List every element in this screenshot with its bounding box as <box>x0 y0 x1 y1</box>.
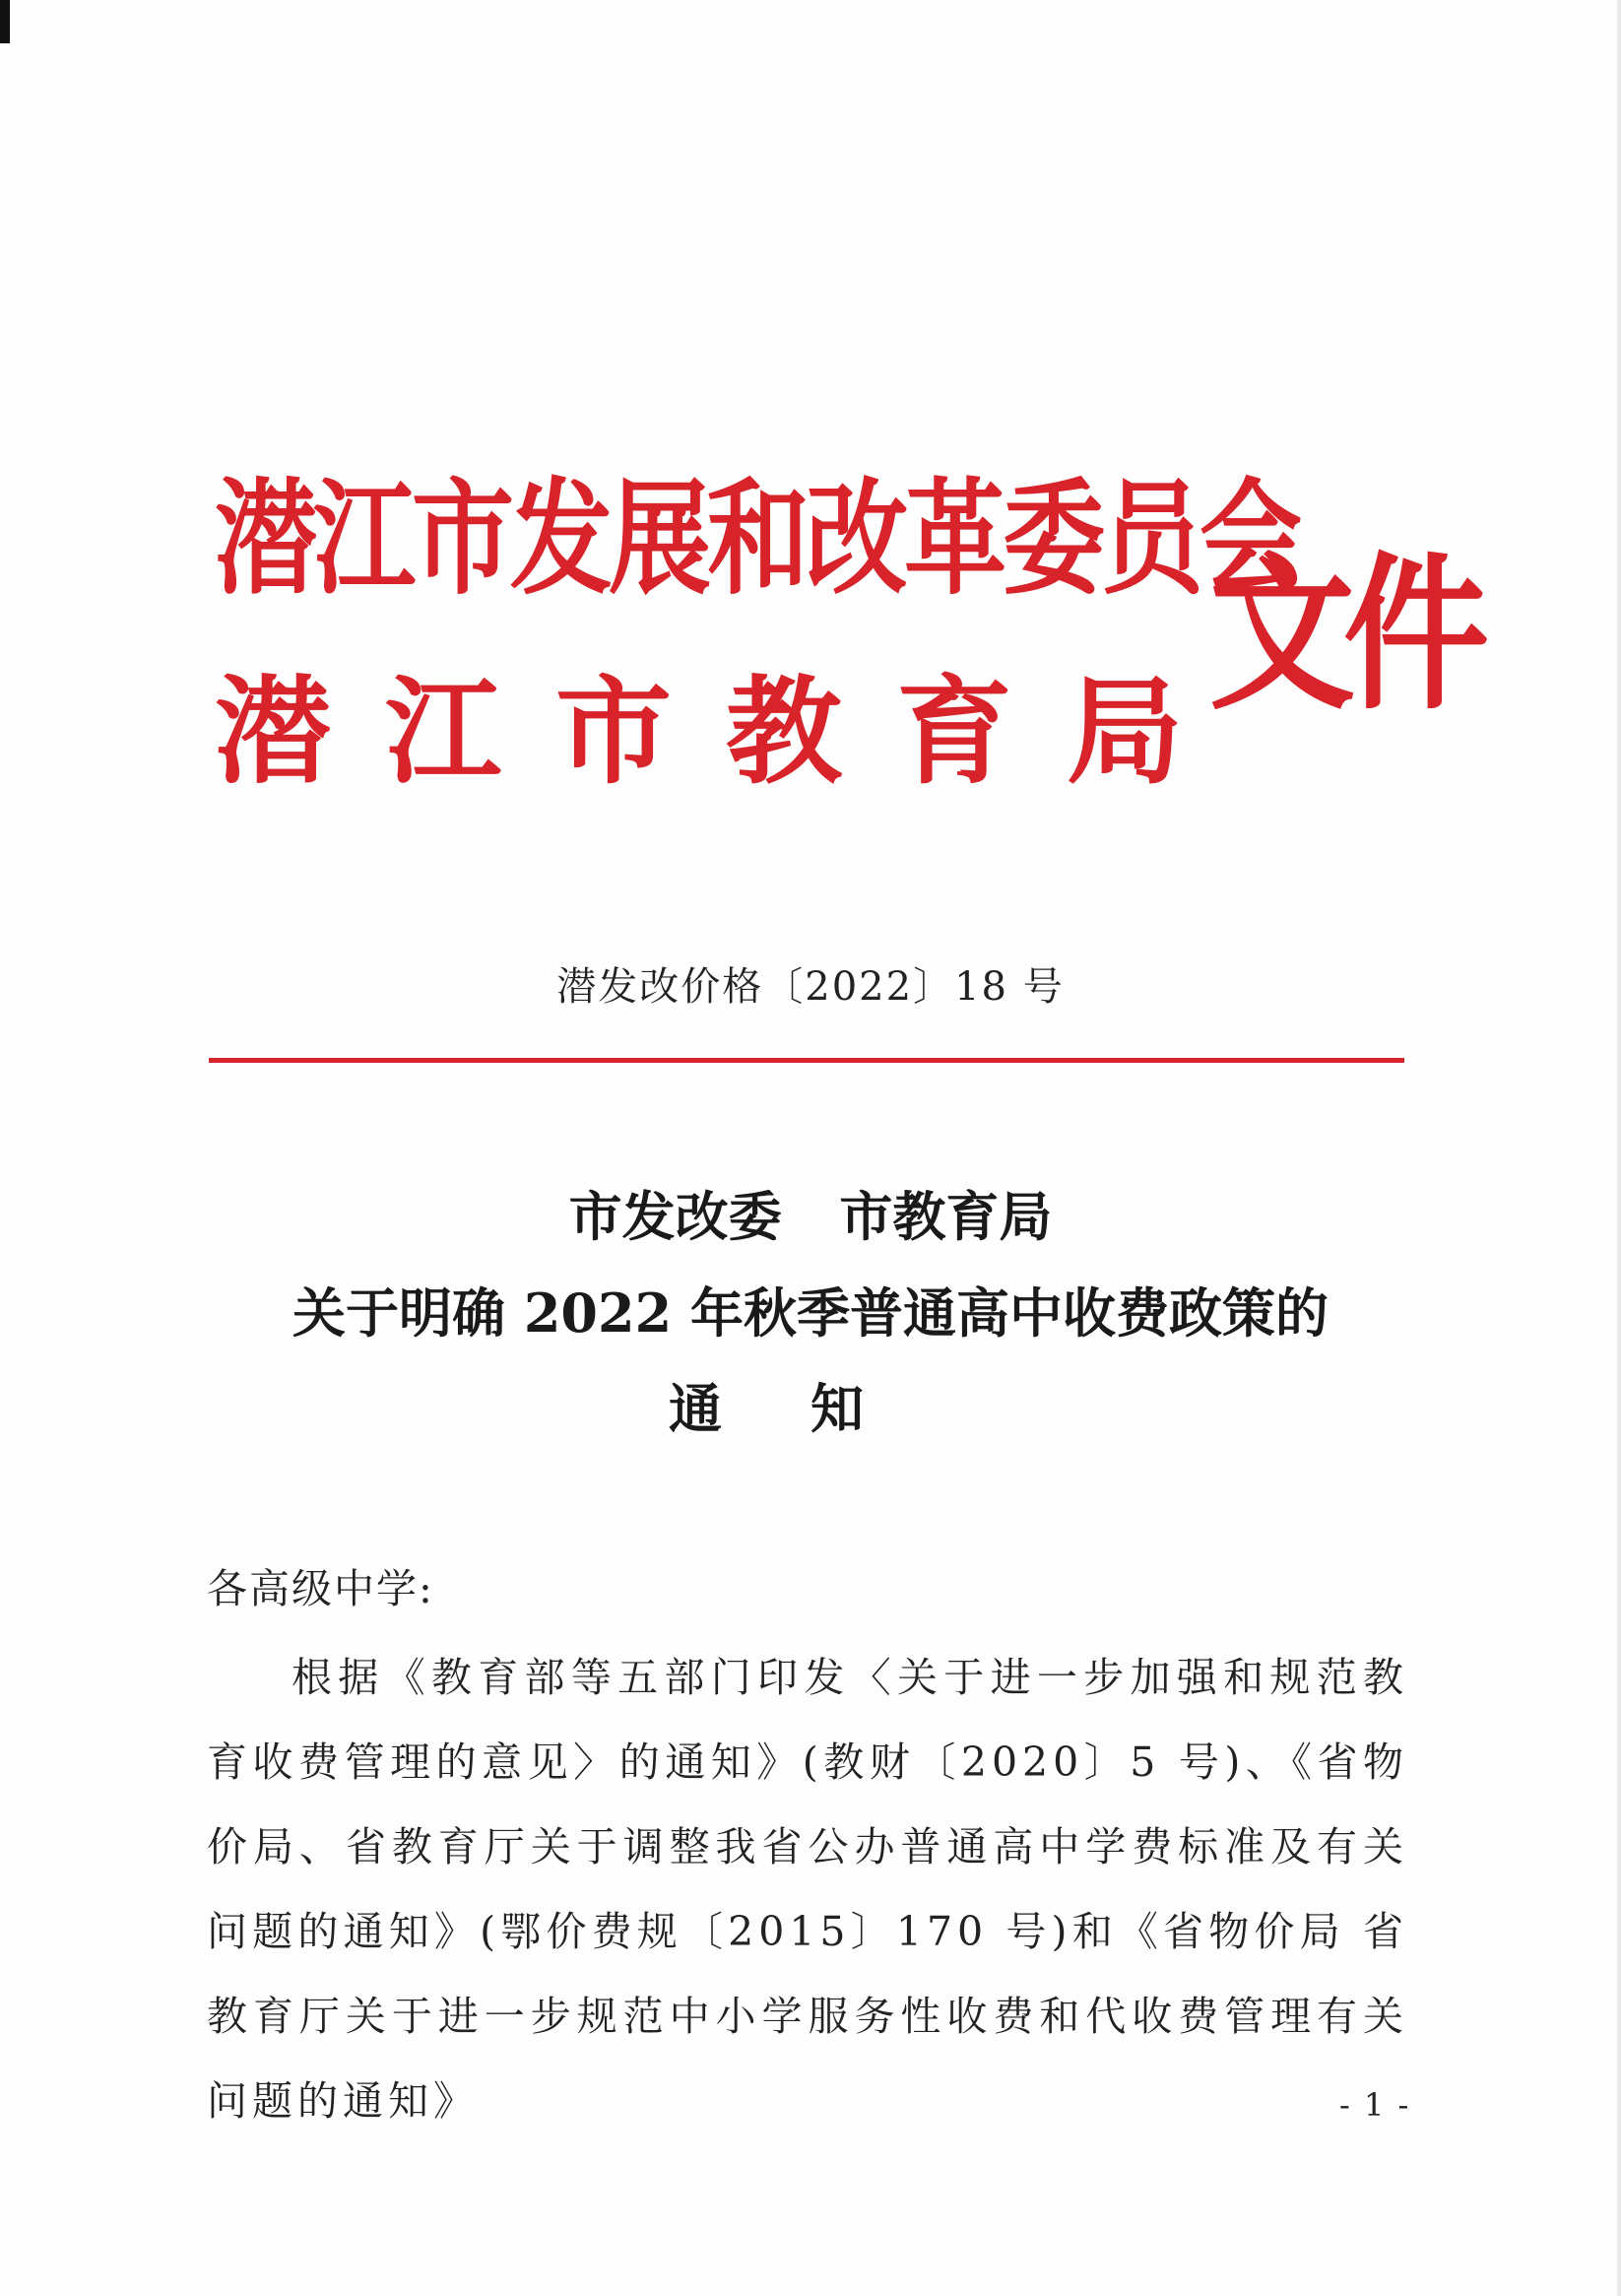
document-type-label: 文件 <box>1209 535 1477 733</box>
issuer-name-1: 潜江市发展和改革委员会 <box>215 464 1299 613</box>
page-number: - 1 - <box>1339 2086 1411 2124</box>
title-line-1: 市发改委 市教育局 <box>568 1185 1053 1248</box>
scan-corner-mark <box>0 0 10 43</box>
title-line-3: 通知 <box>669 1377 952 1440</box>
document-number: 潜发改价格〔2022〕18 号 <box>556 964 1065 1010</box>
body-paragraph: 根据《教育部等五部门印发〈关于进一步加强和规范教育收费管理的意见〉的通知》(教财〔2020〕5 号)、《省物价局、省教育厅关于调整我省公办普通高中学费标准及有关问题的通知》(鄂价费规〔2015〕170 号)和《省物价局 省教育厅关于进一步规范中小学服务性收费和代收费管理有关问题的通知》 <box>207 1654 1408 2125</box>
issuer-name-2: 潜江市教育局 <box>215 663 1238 800</box>
red-divider-line <box>209 1058 1404 1063</box>
scan-edge-shadow <box>1617 0 1621 2296</box>
salutation: 各高级中学: <box>207 1565 434 1612</box>
title-line-2: 关于明确 2022 年秋季普通高中收费政策的 <box>292 1281 1329 1345</box>
